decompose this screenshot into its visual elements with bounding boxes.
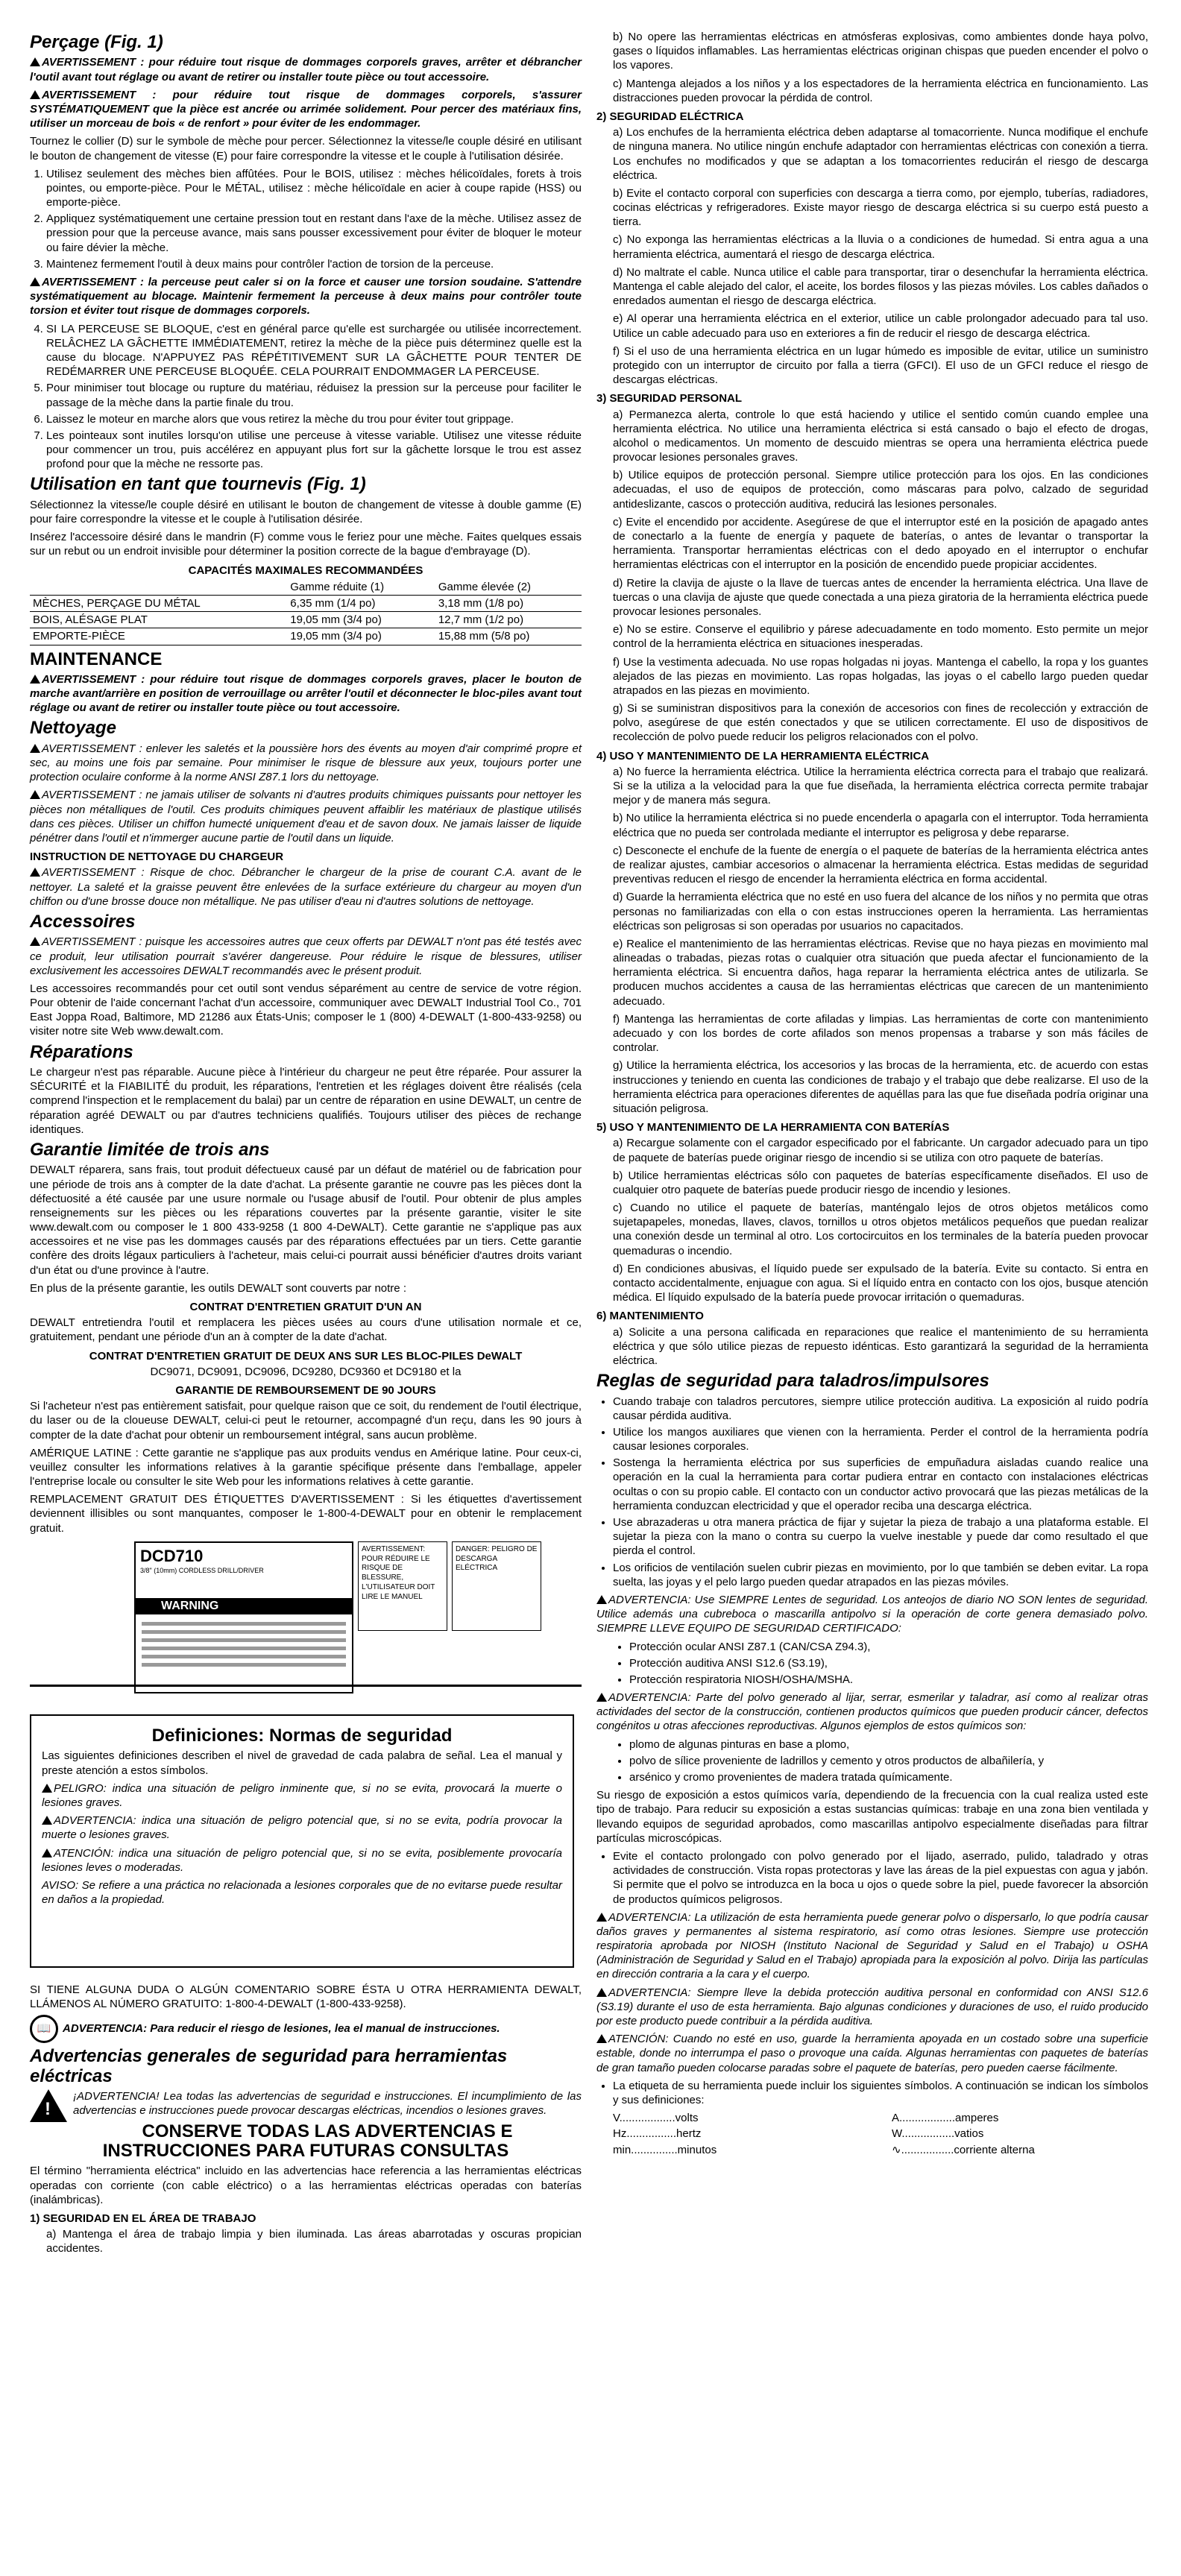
capacity-table — [30, 579, 582, 645]
definitions-title: Definiciones: Normas de seguridad — [151, 1726, 453, 1746]
list-item: • Utilice los mangos auxiliares que vienen con la herramienta. Perder el control de la herramienta podría causar lesiones corporales. — [613, 1425, 1148, 1453]
def-aviso: AVISO: Se refiere a una práctica no relacionada a lesiones corporales que de no evitarse puede resultar en daños a la propiedad. — [42, 1878, 562, 1907]
list-item: d) Guarde la herramienta eléctrica que no esté en uso fuera del alcance de los niños y no permita que otras personas no familiarizadas con ella o con estas instrucciones operen la herramienta. Las herramientas eléctricas son peligrosas si son operadas por usuarios no capacitados. — [613, 891, 1148, 932]
label-model: DCD710 — [140, 1546, 204, 1565]
list-item: • plomo de algunas pinturas en base a plomo, — [629, 1737, 1148, 1752]
general-safety-warning: ! ¡ADVERTENCIA! Lea todas las advertencias de seguridad e instrucciones. El incumplimiento de las advertencias e instrucciones puede provocar descargas eléctricas, incendios o lesiones graves. — [30, 2089, 582, 2118]
warning-triangle-icon — [30, 790, 40, 799]
unit-item: min...............minutos — [613, 2143, 717, 2156]
table-row — [30, 595, 582, 611]
list-item: 4. SI LA PERCEUSE SE BLOQUE, c'est en général parce qu'elle est surchargée ou utilisée incorrectement. RELÂCHEZ LA GÂCHETTE IMMÉDIATEMENT, retirez la mèche de la pièce puis déterminez quelle est la cause du blocage. N'APPUYEZ PAS RÉPÉTITIVEMENT SUR LA GÂCHETTE POUR TENTER DE REDÉMARRER UNE PERCEUSE BLOQUÉE. CELA POURRAIT ENDOMMAGER LA PERCEUSE. — [46, 322, 582, 379]
list-item: • Protección ocular ANSI Z87.1 (CAN/CSA Z94.3), — [629, 1640, 1148, 1654]
table-header-row — [30, 579, 582, 596]
nettoyage-warning-2: AVERTISSEMENT : ne jamais utiliser de solvants ni d'autres produits chimiques puissants pour nettoyer les pièces non métalliques de l'outil. Ces produits chimiques peuvent affaiblir les matériaux de plastique utilisés dans ces pièces. Utiliser un chiffon humecté uniquement d'eau et de savon doux. Ne jamais laisser de liquide pénétrer dans l'outil et n'immerger aucune partie de l'outil dans un liquide. — [30, 789, 582, 845]
chargeur-title: INSTRUCTION DE NETTOYAGE DU CHARGEUR — [30, 850, 284, 864]
maintenance-title: MAINTENANCE — [30, 648, 163, 669]
large-warning-icon — [30, 2089, 67, 2122]
atencion-costado: ATENCIÓN: Cuando no esté en uso, guarde la herramienta apoyada en un costado sobre una superficie estable, donde no interrumpa el paso o provoque una caída. Algunas herramientas con paquetes de baterías de gran tamaño pueden colocarse paradas sobre el paquete de baterías, pero pueden caerse fácilmente. — [596, 2033, 1148, 2074]
right-column — [596, 30, 1148, 2157]
table-cell: MÈCHES, PERÇAGE DU MÉTAL — [30, 595, 287, 611]
list-item: • La etiqueta de su herramienta puede incluir los siguientes símbolos. A continuación se indican los símbolos y sus definiciones: — [613, 2079, 1148, 2107]
percage-steps — [30, 167, 582, 271]
section-divider — [30, 1685, 582, 1687]
table-header — [30, 579, 287, 596]
definitions-box — [30, 1714, 574, 1968]
table-cell: 19,05 mm (3/4 po) — [287, 612, 435, 628]
remplacement-text: REMPLACEMENT GRATUIT DES ÉTIQUETTES D'AVERTISSEMENT : Si les étiquettes d'avertissement deviennent illisibles ou sont manquantes, composer le 1-800-4-DEWALT pour en obtenir le remplacement gratuit. — [30, 1493, 582, 1535]
list-item: 7. Les pointeaux sont inutiles lorsqu'on utilise une perceuse à vitesse variable. Utilisez une vitesse réduite pour commencer un trou, puis accélérez en appuyant plus fort sur la gâchette lorsque le trou est assez profond pour que la mèche ne ressorte pas. — [46, 429, 582, 472]
tournevis-p2: Insérez l'accessoire désiré dans le mandrin (F) comme vous le feriez pour une mèche. Faites quelques essais sur un rebut ou un endroit invisible pour déterminer la position correcte de la bague d'embrayage (D). — [30, 531, 582, 558]
warning-triangle-icon — [30, 744, 40, 753]
accessoires-title: Accessoires — [30, 911, 136, 932]
warning-triangle-icon — [30, 277, 40, 286]
section-6-items — [596, 1325, 1148, 1368]
list-item: 3. Maintenez fermement l'outil à deux mains pour contrôler l'action de torsion de la perceuse. — [46, 257, 582, 271]
label-text-lines — [142, 1622, 346, 1671]
reparations-title: Réparations — [30, 1041, 133, 1062]
reglas-title: Reglas de seguridad para taladros/impulsores — [596, 1371, 989, 1392]
list-item: 5. Pour minimiser tout blocage ou rupture du matériau, réduisez la pression sur la perceuse pour faciliter le passage de la mèche dans la partie finale du trou. — [46, 381, 582, 409]
list-item: c) Mantenga alejados a los niños y a los espectadores de la herramienta eléctrica en funcionamiento. Las distracciones pueden provocar la pérdida de control. — [613, 77, 1148, 104]
label-warning-band: WARNING — [136, 1598, 352, 1614]
list-item: • Cuando trabaje con taladros percutores, siempre utilice protección auditiva. La exposición al ruido podría causar pérdida auditiva. — [613, 1395, 1148, 1423]
left-column — [30, 30, 582, 1705]
table-cell: 3,18 mm (1/8 po) — [435, 595, 582, 611]
nettoyage-warning-1: AVERTISSEMENT : enlever les saletés et la poussière hors des évents au moyen d'air comprimé propre et sec, au moins une fois par semaine. Pour minimiser le risque de blessure aux yeux, toujours porter une protection oculaire conforme à la norme ANSI Z87.1 lors du nettoyage. — [30, 742, 582, 784]
symbols-units-grid — [596, 2111, 1148, 2157]
percage-warning-3: AVERTISSEMENT : la perceuse peut caler si on la force et causer une torsion soudaine. S'attendre systématiquement au blocage. Maintenir fermement la perceuse à deux mains pour contrôler toute torsion et éviter tout risque de dommages corporels. — [30, 276, 582, 318]
list-item: g) Utilice la herramienta eléctrica, los accesorios y las brocas de la herramienta, etc. de acuerdo con estas instrucciones y teniendo en cuenta las condiciones de trabajo y el trabajo que debe realizarse. El uso de la herramienta eléctrica para operaciones diferentes de aquéllas para las que fue diseñada podría originar una situación peligrosa. — [613, 1059, 1148, 1115]
nettoyage-title: Nettoyage — [30, 718, 117, 739]
section-6-title: 6) MANTENIMIENTO — [596, 1310, 704, 1323]
list-item: c) Desconecte el enchufe de la fuente de energía o el paquete de baterías de la herramienta eléctrica antes de realizar ajustes, cambiar accesorios o almacenar la herramienta eléctrica. Estas medidas de seguridad preventivas reducen el riesgo de encender la herramienta eléctrica en forma accidental. — [613, 844, 1148, 886]
termino-text: El término "herramienta eléctrica" incluido en las advertencias hace referencia a las herramientas eléctricas operadas con corriente (con cable eléctrico) o a las herramientas eléctricas operadas con baterías (inalámbricas). — [30, 2165, 582, 2206]
list-item: d) Retire la clavija de ajuste o la llave de tuercas antes de encender la herramienta eléctrica. Una llave de tuercas o una clavija de ajuste que quede conectada a una pieza giratoria de la herramienta eléctrica puede provocar lesiones personales. — [613, 576, 1148, 618]
garantie-text-2: En plus de la présente garantie, les outils DEWALT sont couverts par notre : — [30, 1281, 406, 1295]
label-description: 3/8" (10mm) CORDLESS DRILL/DRIVER — [140, 1567, 264, 1575]
list-item: • Los orificios de ventilación suelen cubrir piezas en movimiento, por lo que también se deben evitar. La ropa suelta, las joyas y el pelo largo pueden quedar atrapados en las piezas móviles. — [613, 1561, 1148, 1589]
section-1-title: 1) SEGURIDAD EN EL ÁREA DE TRABAJO — [30, 2212, 256, 2225]
contrat-1-text: DEWALT entretiendra l'outil et remplacera les pièces usées au cours d'une utilisation normale et ce, gratuitement, pendant une période d'un an à compter de la date d'achat. — [30, 1316, 582, 1344]
table-cell: 12,7 mm (1/2 po) — [435, 612, 582, 628]
capacity-title: CAPACITÉS MAXIMALES RECOMMANDÉES — [188, 564, 423, 577]
list-item: e) Al operar una herramienta eléctrica en el exterior, utilice un cable prolongador adecuado para tal uso. Utilice un cable adecuado para uso en exteriores a fin de reducir el riesgo de descarga eléctrica. — [613, 312, 1148, 340]
unit-item: ∿.................corriente alterna — [892, 2143, 1035, 2156]
table-row — [30, 612, 582, 628]
list-item: a) Permanezca alerta, controle lo que está haciendo y utilice el sentido común cuando emplee una herramienta eléctrica. No utilice una herramienta eléctrica si está cansado o bajo el efecto de drogas, alcohol o medicamentos. Un momento de descuido mientras se opera una herramienta eléctrica puede provocar lesiones personales graves. — [613, 408, 1148, 464]
list-item: c) No exponga las herramientas eléctricas a la lluvia o a condiciones de humedad. Si entra agua a una herramienta eléctrica, aumentará el riesgo de descarga eléctrica. — [613, 233, 1148, 261]
adv-lentes: ADVERTENCIA: Use SIEMPRE Lentes de seguridad. Los anteojos de diario NO SON lentes de seguridad. Utilice además una cubreboca o mascarilla antipolvo si la operación de corte genera demasiado polvo. SIEMPRE LLEVE EQUIPO DE SEGURIDAD CERTIFICADO: — [596, 1593, 1148, 1635]
accessoires-warning: AVERTISSEMENT : puisque les accessoires autres que ceux offerts par DEWALT n'ont pas été testés avec ce produit, leur utilisation pourrait s'avérer dangereuse. Pour réduire le risque de blessures, utiliser exclusivement les accessoires DEWALT recommandés avec le présent produit. — [30, 935, 582, 977]
def-atencion: ATENCIÓN: indica una situación de peligro potencial que, si no se evita, posiblemente provocaría lesiones leves o moderadas. — [42, 1846, 562, 1874]
adv-respiratoria: ADVERTENCIA: La utilización de esta herramienta puede generar polvo o dispersarlo, lo que podría causar daños graves y permanentes al sistema respiratorio, así como otras lesiones. Siempre use protección respiratoria aprobada por NIOSH (Instituto Nacional de Seguridad y Salud en el Trabajo) u OSHA (Administración de Seguridad y Salud en el Trabajo) apropiada para la exposición al polvo. Dirija las partículas en dirección contraria a la cara y el cuerpo. — [596, 1910, 1148, 1981]
table-cell: EMPORTE-PIÈCE — [30, 628, 287, 645]
table-header: Gamme réduite (1) — [287, 579, 435, 596]
tournevis-p1: Sélectionnez la vitesse/le couple désiré en utilisant le bouton de changement de vitesse à double gamme (E) pour faire correspondre la vitesse et le couple à l'utilisation désirée. — [30, 498, 582, 526]
garantie-text-1: DEWALT réparera, sans frais, tout produit défectueux causé par un défaut de matériel ou de fabrication pour une période de trois ans à compter de la date d'achat. La présente garantie ne couvre pas les pièces dont la défectuosité a été causée par une usure normale ou l'usage abusif de l'outil. Pour obtenir de plus amples renseignements sur les pièces ou les réparations couvertes par la présente garantie, visiter le site www.dewalt.com ou composer le 1 800 433-9258 (1 800 4-DeWALT). Cette garantie ne s'applique pas aux accessoires et ne vise pas les dommages causés par des réparations effectuées par un tiers. Cette garantie confère des droits légaux particuliers à l'acheteur, mais celui-ci pourrait aussi bénéficier d'autres droits variant d'un état ou d'une province à l'autre. — [30, 1164, 582, 1277]
percage-warning-1: AVERTISSEMENT : pour réduire tout risque de dommages corporels graves, arrêter et débrancher l'outil avant tout réglage ou avant de retirer ou installer toute pièce ou tout accessoire. — [30, 56, 582, 83]
table-cell: 15,88 mm (5/8 po) — [435, 628, 582, 645]
warning-triangle-icon — [596, 1693, 607, 1702]
chemicals-list — [596, 1737, 1148, 1785]
section-5-title: 5) USO Y MANTENIMIENTO DE LA HERRAMIENTA CON BATERÍAS — [596, 1121, 950, 1134]
unit-item: A..................amperes — [892, 2112, 999, 2125]
warning-triangle-icon — [596, 2034, 607, 2043]
list-item: c) Evite el encendido por accidente. Asegúrese de que el interruptor esté en la posición de apagado antes de conectarlo a la fuente de energía y paquete de baterías, o antes de levantar o transportar la herramienta. Transportar herramientas eléctricas con el dedo apoyado en el interruptor o enchufar herramientas eléctricas con el interruptor en la posición de encendido puede propiciar accidentes. — [613, 515, 1148, 572]
remboursement-text: Si l'acheteur n'est pas entièrement satisfait, pour quelque raison que ce soit, du rendement de l'outil électrique, du laser ou de la cloueuse DEWALT, celui-ci peut le retourner, accompagné d'un reçu, dans les 90 jours à compter de la date d'achat pour obtenir un remboursement intégral, sans aucun problème. — [30, 1400, 582, 1442]
list-item: b) No utilice la herramienta eléctrica si no puede encenderla o apagarla con el interruptor. Toda herramienta eléctrica que no pueda ser controlada mediante el interruptor es peligrosa y debe repararse. — [613, 812, 1148, 839]
section-4-items — [596, 765, 1148, 1116]
def-advertencia: ADVERTENCIA: indica una situación de peligro potencial que, si no se evita, podría provocar la muerte o lesiones graves. — [42, 1814, 562, 1842]
section-1-item-a: a) Mantenga el área de trabajo limpia y bien iluminada. Las áreas abarrotadas y oscuras propician accidentes. — [46, 2228, 582, 2255]
list-item: 2. Appliquez systématiquement une certaine pression tout en restant dans l'axe de la mèche. Utilisez assez de pression pour que la perceuse avance, mais sans pousser excessivement pour éviter de bloquer le moteur ou faire dévier la mèche. — [46, 212, 582, 255]
list-item: a) Los enchufes de la herramienta eléctrica deben adaptarse al tomacorriente. Nunca modifique el enchufe de ninguna manera. No utilice ningún enchufe adaptador con herramientas eléctricas con conexión a tierra. Los enchufes no modificados y que se adaptan a los tomacorrientes reducirán el riesgo de descarga eléctrica. — [613, 126, 1148, 182]
contrat-1-title: CONTRAT D'ENTRETIEN GRATUIT D'UN AN — [189, 1301, 422, 1314]
table-cell: 6,35 mm (1/4 po) — [287, 595, 435, 611]
garantie-title: Garantie limitée de trois ans — [30, 1139, 270, 1160]
percage-intro: Tournez le collier (D) sur le symbole de mèche pour percer. Sélectionnez la vitesse/le couple désiré en utilisant le bouton de changement de vitesse (E) pour faire correspondre la vitesse et le couple à l'utilisation désirée. — [30, 135, 582, 162]
warning-triangle-icon — [30, 675, 40, 684]
read-manual-icon: 📖 — [30, 2015, 58, 2043]
list-item: f) Si el uso de una herramienta eléctrica en un lugar húmedo es imposible de evitar, utilice un suministro protegido con un interruptor de circuito por falla a tierra (GFCI). El uso de un GFCI reduce el riesgo de descargas eléctricas. — [613, 344, 1148, 387]
list-item: • Sostenga la herramienta eléctrica por sus superficies de empuñadura aisladas cuando realice una operación en la cual la herramienta para cortar pudiera entrar en contacto con instalaciones eléctricas ocultas o con su propio cable. El contacto con un conductor activo provocará que las piezas metálicas de la herramienta conduzcan electricidad y que el operador reciba una descarga eléctrica. — [613, 1456, 1148, 1513]
reglas-list — [596, 1395, 1148, 1589]
section-3-items — [596, 408, 1148, 745]
percage-steps-2 — [30, 322, 582, 472]
percage-warning-2: AVERTISSEMENT : pour réduire tout risque de dommages corporels, s'assurer SYSTÉMATIQUEMENT que la pièce est ancrée ou arrimée solidement. Pour percer des matériaux fins, utiliser un morceau de bois « de renfort » pour éviter de les endommager. — [30, 88, 582, 130]
table-cell: BOIS, ALÉSAGE PLAT — [30, 612, 287, 628]
unit-item: V..................volts — [613, 2112, 699, 2125]
list-item: • polvo de sílice proveniente de ladrillos y cemento y otros productos de albañilería, y — [629, 1754, 1148, 1768]
contrat-2-title: CONTRAT D'ENTRETIEN GRATUIT DE DEUX ANS SUR LES BLOC-PILES DeWALT — [89, 1349, 523, 1363]
list-item: b) No opere las herramientas eléctricas en atmósferas explosivas, como ambientes donde haya polvo, gases o líquidos inflamables. Las herramientas eléctricas originan chispas que pueden encender el polvo o los vapores. — [613, 31, 1148, 72]
definitions-intro: Las siguientes definiciones describen el nivel de gravedad de cada palabra de señal. Lea el manual y preste atención a estos símbolos. — [42, 1749, 562, 1777]
section-1-items — [596, 30, 1148, 105]
list-item: • Protección auditiva ANSI S12.6 (S3.19), — [629, 1656, 1148, 1670]
list-item: e) No se estire. Conserve el equilibrio y párese adecuadamente en todo momento. Esto permite un mejor control de la herramienta eléctrica en situaciones inesperadas. — [613, 623, 1148, 651]
read-manual-warning: 📖 ADVERTENCIA: Para reducir el riesgo de lesiones, lea el manual de instrucciones. — [30, 2015, 582, 2043]
warning-triangle-icon — [42, 1816, 52, 1825]
warning-triangle-icon — [596, 1913, 607, 1922]
certified-equipment-list — [596, 1640, 1148, 1688]
unit-item: W.................vatios — [892, 2127, 984, 2141]
list-item: 1. Utilisez seulement des mèches bien affûtées. Pour le BOIS, utilisez : mèches hélicoïdales, forets à trois pointes, ou emporte-pièce. Pour le MÉTAL, utilisez : mèche hélicoïdale en acier à coupe rapide (HSS) ou emporte-pièce. — [46, 167, 582, 210]
list-item: b) Utilice herramientas eléctricas sólo con paquetes de baterías específicamente diseñados. El uso de cualquier otro paquete de baterías puede producir riesgo de incendio y lesiones. — [613, 1169, 1148, 1196]
maintenance-warning: AVERTISSEMENT : pour réduire tout risque de dommages corporels graves, placer le bouton de marche avant/arrière en position de verrouillage ou arrêter l'outil et déconnecter le bloc-piles avant tout réglage ou avant de retirer ou installer toute pièce ou tout accessoire. — [30, 672, 582, 715]
section-3-title: 3) SEGURIDAD PERSONAL — [596, 392, 743, 405]
list-item: • Evite el contacto prolongado con polvo generado por el lijado, aserrado, pulido, taladrado y otras actividades de construcción. Vista ropas protectoras y lave las áreas de la piel expuestas con agua y jabón. Si permite que el polvo se introduzca en la boca u ojos o quede sobre la piel, puede favorecer la absorción de productos químicos peligrosos. — [613, 1849, 1148, 1907]
side-label-1: AVERTISSEMENT: POUR RÉDUIRE LE RISQUE DE BLESSURE, L'UTILISATEUR DOIT LIRE LE MANUEL — [358, 1541, 447, 1631]
section-5-items — [596, 1136, 1148, 1304]
list-item: a) Recargue solamente con el cargador especificado por el fabricante. Un cargador adecuado para un tipo de paquete de baterías puede originar riesgo de incendio si se utiliza con otro paquete de baterías. — [613, 1137, 1148, 1164]
list-item: d) En condiciones abusivas, el líquido puede ser expulsado de la batería. Evite su contacto. Si entra en contacto accidentalmente, enjuague con agua. Si el líquido entra en contacto con los ojos, busque atención médica. El líquido expulsado de la batería puede provocar irritación o quemaduras. — [613, 1262, 1148, 1304]
list-item: d) No maltrate el cable. Nunca utilice el cable para transportar, tirar o desenchufar la herramienta eléctrica. Mantenga el cable alejado del calor, el aceite, los bordes filosos y las piezas móviles. Los cables dañados o enredados aumentan el riesgo de descarga eléctrica. — [613, 265, 1148, 308]
list-item: a) No fuerce la herramienta eléctrica. Utilice la herramienta eléctrica correcta para el trabajo que realizará. Si se la utiliza a la velocidad para la que fue diseñada, la herramienta eléctrica correcta permite trabajar mejor y de manera más segura. — [613, 765, 1148, 807]
table-cell: 19,05 mm (3/4 po) — [287, 628, 435, 645]
list-item: c) Cuando no utilice el paquete de baterías, manténgalo lejos de otros objetos metálicos como sujetapapeles, monedas, llaves, clavos, tornillos u otros objetos metálicos pequeños que puedan realizar una conexión desde un terminal al otro. Los cortocircuitos en los terminales de la batería pueden provocar quemaduras o incendio. — [613, 1202, 1148, 1257]
adv-auditiva: ADVERTENCIA: Siempre lleve la debida protección auditiva personal en conformidad con ANSI S12.6 (S3.19) durante el uso de esta herramienta. Bajo algunas condiciones y duraciones de uso, el ruido producido por este producto puede contribuir a la pérdida auditiva. — [596, 1986, 1148, 2028]
spanish-intro — [30, 1983, 582, 2259]
list-item: • Protección respiratoria NIOSH/OSHA/MSHA. — [629, 1673, 1148, 1687]
reparations-text: Le chargeur n'est pas réparable. Aucune pièce à l'intérieur du chargeur ne peut être réparée. Pour assurer la SÉCURITÉ et la FIABILITÉ du produit, les réparations, l'entretien et les réglages doivent être réalisés (cela comprend l'inspection et le remplacement du balai) par un centre de réparation en usine DEWALT, un centre de réparation agréé DEWALT ou par d'autres techniciens qualifiés. Toujours utiliser des pièces de rechange identiques. — [30, 1066, 582, 1136]
list-item: b) Utilice equipos de protección personal. Siempre utilice protección para los ojos. En las condiciones adecuadas, el uso de equipos de protección, como máscaras para polvo, calzado de seguridad antideslizante, cascos o protección auditiva, reducirá las lesiones personales. — [613, 469, 1148, 511]
table-row — [30, 628, 582, 645]
warning-triangle-icon — [596, 1595, 607, 1604]
percage-title: Perçage (Fig. 1) — [30, 32, 163, 52]
etiqueta-list — [596, 2079, 1148, 2107]
accessoires-text: Les accessoires recommandés pour cet outil sont vendus séparément au centre de service de votre région. Pour obtenir de l'aide concernant l'achat d'un accessoire, communiquer avec DEWALT Industrial Tool Co., 701 East Joppa Road, Baltimore, MD 21286 aux États-Unis; composer le 1 (800) 4-DEWALT (1-800-433-9258) ou visiter notre site Web www.dewalt.com. — [30, 982, 582, 1038]
def-peligro: PELIGRO: indica una situación de peligro inminente que, si no se evita, provocará la muerte o lesiones graves. — [42, 1781, 562, 1809]
warning-triangle-icon — [30, 57, 40, 66]
list-item: g) Si se suministran dispositivos para la conexión de accesorios con fines de recolección y extracción de polvo, asegúrese de que estén conectados y que se utilicen correctamente. El uso de dispositivos de recolección de polvo puede reducir los peligros relacionados con el polvo. — [613, 702, 1148, 744]
warning-triangle-icon — [596, 1988, 607, 1997]
tournevis-title: Utilisation en tant que tournevis (Fig. 1) — [30, 474, 366, 495]
list-item: f) Mantenga las herramientas de corte afiladas y limpias. Las herramientas de corte con mantenimiento adecuado y con los bordes de corte afilados son menos propensas a trabarse y son más fáciles de controlar. — [613, 1012, 1148, 1055]
warning-triangle-icon — [30, 90, 40, 99]
warning-triangle-icon — [30, 868, 40, 877]
warning-triangle-icon — [30, 937, 40, 946]
table-header: Gamme élevée (2) — [435, 579, 582, 596]
list-item: e) Realice el mantenimiento de las herramientas eléctricas. Revise que no haya piezas en movimiento mal alineadas o trabadas, piezas rotas o cualquier otra situación que pueda afectar el funcionamiento de la herramienta eléctrica. Si encuentra daños, haga reparar la herramienta eléctrica antes de utilizarla. Se producen muchos accidentes a causa de las herramientas eléctricas que carecen de un mantenimiento adecuado. — [613, 937, 1148, 1008]
evite-list — [596, 1849, 1148, 1907]
side-label-2: DANGER: PELIGRO DE DESCARGA ELÉCTRICA — [452, 1541, 541, 1631]
chargeur-warning: AVERTISSEMENT : Risque de choc. Débrancher le chargeur de la prise de courant C.A. avant de le nettoyer. La saleté et la graisse peuvent être enlevées de la surface extérieure du chargeur au moyen d'un chiffon ou d'une brosse douce non métallique. Ne pas utiliser d'eau ni d'autres solutions de nettoyage. — [30, 866, 582, 908]
contrat-2-models: DC9071, DC9091, DC9096, DC9280, DC9360 et DC9180 et la — [150, 1365, 462, 1378]
warning-triangle-icon — [42, 1849, 52, 1857]
adv-polvo: ADVERTENCIA: Parte del polvo generado al lijar, serrar, esmerilar y taladrar, así como al realizar otras actividades del sector de la construcción, contienen productos químicos que pueden producir cáncer, defectos congénitos u otras afecciones reproductivas. Algunos ejemplos de estos químicos son: — [596, 1691, 1148, 1733]
remboursement-title: GARANTIE DE REMBOURSEMENT DE 90 JOURS — [175, 1383, 436, 1397]
conserve-title: CONSERVE TODAS LAS ADVERTENCIAS E INSTRUCCIONES PARA FUTURAS CONSULTAS — [102, 2121, 513, 2161]
warning-labels-illustration — [30, 1541, 582, 1698]
list-item: b) Evite el contacto corporal con superficies con descarga a tierra como, por ejemplo, tuberías, radiadores, cocinas eléctricas y refrigeradores. Existe mayor riesgo de descarga eléctrica si su cuerpo está puesto a tierra. — [613, 186, 1148, 229]
unit-item: Hz................hertz — [613, 2127, 702, 2141]
amerique-latine-text: AMÉRIQUE LATINE : Cette garantie ne s'applique pas aux produits vendus en Amérique latine. Pour ceux-ci, veuillez consulter les informations relatives à la garantie spécifique présente dans l'emballage, appeler l'entreprise locale ou consulter le site Web pour les informations relatives à cette garantie. — [30, 1446, 582, 1489]
general-safety-title: Advertencias generales de seguridad para herramientas eléctricas — [30, 2046, 508, 2086]
warning-triangle-icon — [42, 1784, 52, 1793]
riesgo-text: Su riesgo de exposición a estos químicos varía, dependiendo de la frecuencia con la cual realiza usted este tipo de trabajo. Para reducir su exposición a estas sustancias químicas: trabaje en una zona bien ventilada y llevando equipos de seguridad aprobados, como mascarillas antipolvo especialmente diseñadas para filtrar partículas microscópicas. — [596, 1789, 1148, 1845]
contact-text: SI TIENE ALGUNA DUDA O ALGÚN COMENTARIO SOBRE ÉSTA U OTRA HERRAMIENTA DEWALT, LLÁMENOS AL NÚMERO GRATUITO: 1-800-4-DEWALT (1-800-433-9258). — [30, 1983, 582, 2011]
tool-label — [134, 1541, 353, 1693]
list-item: a) Solicite a una persona calificada en reparaciones que realice el mantenimiento de su herramienta eléctrica y que sólo utilice piezas de repuesto idénticas. Esto garantizará la seguridad de la herramienta eléctrica. — [613, 1325, 1148, 1367]
list-item: • arsénico y cromo provenientes de madera tratada químicamente. — [629, 1770, 1148, 1784]
list-item: 6. Laissez le moteur en marche alors que vous retirez la mèche du trou pour éviter tout grippage. — [46, 412, 582, 426]
section-4-title: 4) USO Y MANTENIMIENTO DE LA HERRAMIENTA ELÉCTRICA — [596, 749, 930, 763]
section-2-title: 2) SEGURIDAD ELÉCTRICA — [596, 110, 744, 123]
section-2-items — [596, 125, 1148, 387]
list-item: f) Use la vestimenta adecuada. No use ropas holgadas ni joyas. Mantenga el cabello, la ropa y los guantes alejados de las piezas en movimiento. Las ropas holgadas, las joyas o el cabello largo pueden quedar atrapados en las piezas en movimiento. — [613, 655, 1148, 697]
list-item: • Use abrazaderas u otra manera práctica de fijar y sujetar la pieza de trabajo a una plataforma estable. El sujetar la pieza con la mano o contra su cuerpo la vuelve inestable y puede dar como resultado el que pierda el control. — [613, 1515, 1148, 1559]
